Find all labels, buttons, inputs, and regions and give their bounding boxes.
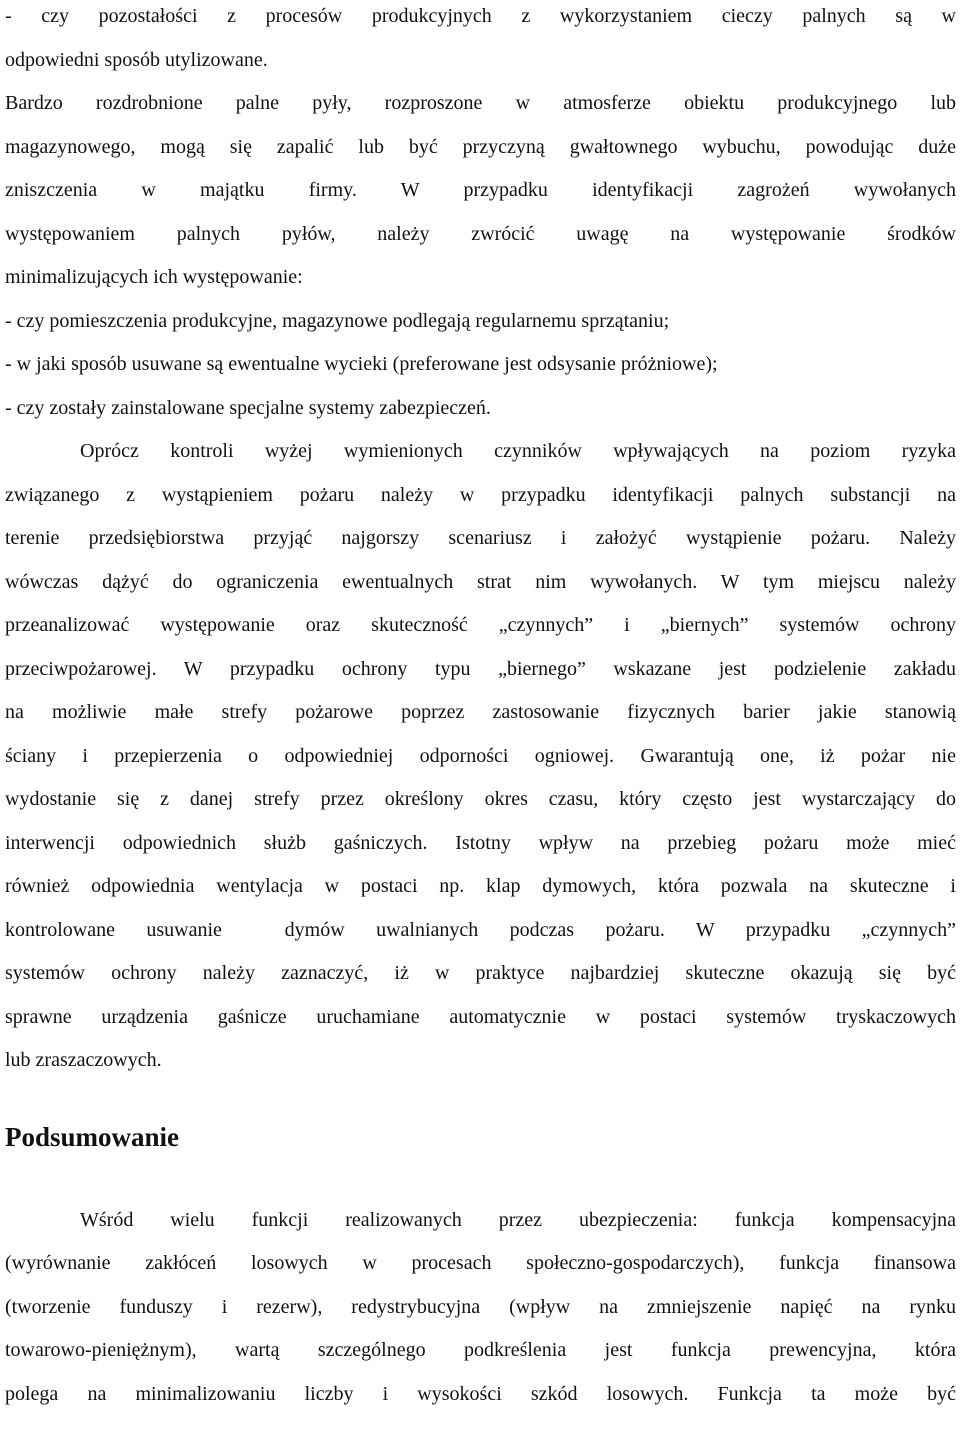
text-line: Bardzo rozdrobnione palne pyły, rozproszone w atmosferze obiektu produkcyjnego lub [5, 92, 956, 114]
document-page [5, 0, 956, 1416]
text-line: przeciwpożarowej. W przypadku ochrony typu „biernego” wskazane jest podzielenie zakładu [5, 657, 956, 680]
list-item: - czy zostały zainstalowane specjalne systemy zabezpieczeń. [5, 396, 491, 419]
text-line: lub zraszaczowych. [5, 1049, 162, 1071]
text-line: terenie przedsiębiorstwa przyjąć najgorszy scenariusz i założyć wystąpienie pożaru. Należy [5, 527, 956, 549]
paragraph-3 [5, 430, 956, 1083]
paragraph-2 [5, 82, 956, 430]
paragraph-4 [5, 1199, 956, 1417]
text-line: odpowiedni sposób utylizowane. [5, 48, 268, 71]
text-line: magazynowego, mogą się zapalić lub być przyczyną gwałtownego wybuchu, powodując duże [5, 135, 956, 158]
text-line: - czy pozostałości z procesów produkcyjnych z wykorzystaniem cieczy palnych są w [5, 5, 956, 27]
text-line: wówczas dążyć do ograniczenia ewentualnych strat nim wywołanych. W tym miejscu należy [5, 570, 956, 593]
text-line: na możliwie małe strefy pożarowe poprzez zastosowanie fizycznych barier jakie stanowią [5, 701, 956, 723]
text-line: związanego z wystąpieniem pożaru należy w przypadku identyfikacji palnych substancji na [5, 483, 956, 506]
text-line: zniszczenia w majątku firmy. W przypadku identyfikacji zagrożeń wywołanych [5, 179, 956, 201]
text-line: wydostanie się z danej strefy przez określony okres czasu, który często jest wystarczający do [5, 788, 956, 810]
text-line: przeanalizować występowanie oraz skuteczność „czynnych” i „biernych” systemów ochrony [5, 614, 956, 636]
text-line: (wyrównanie zakłóceń losowych w procesach społeczno-gospodarczych), funkcja finansowa [5, 1252, 956, 1274]
list-item: - czy pomieszczenia produkcyjne, magazynowe podlegają regularnemu sprzątaniu; [5, 309, 670, 332]
text-line: interwencji odpowiednich służb gaśniczych. Istotny wpływ na przebieg pożaru może mieć [5, 831, 956, 854]
section-heading: Podsumowanie [5, 1121, 180, 1152]
text-line: ściany i przepierzenia o odpowiedniej odporności ogniowej. Gwarantują one, iż pożar nie [5, 744, 956, 767]
text-line: minimalizujących ich występowanie: [5, 266, 303, 288]
text-line: (tworzenie funduszy i rezerw), redystrybucyjna (wpływ na zmniejszenie napięć na rynku [5, 1295, 956, 1318]
text-line: występowaniem palnych pyłów, należy zwrócić uwagę na występowanie środków [5, 222, 956, 245]
text-line: również odpowiednia wentylacja w postaci np. klap dymowych, która pozwala na skuteczne i [5, 875, 956, 897]
text-line: Oprócz kontroli wyżej wymienionych czynników wpływających na poziom ryzyka [80, 440, 956, 462]
text-line: towarowo-pieniężnym), wartą szczególnego podkreślenia jest funkcja prewencyjna, która [5, 1339, 956, 1361]
text-line: polega na minimalizowaniu liczby i wysokości szkód losowych. Funkcja ta może być [5, 1382, 956, 1405]
text-line: Wśród wielu funkcji realizowanych przez ubezpieczenia: funkcja kompensacyjna [80, 1208, 956, 1231]
text-line: systemów ochrony należy zaznaczyć, iż w praktyce najbardziej skuteczne okazują się być [5, 962, 956, 984]
text-line: sprawne urządzenia gaśnicze uruchamiane automatycznie w postaci systemów tryskaczowych [5, 1005, 956, 1028]
text-line: kontrolowane usuwanie dymów uwalnianych podczas pożaru. W przypadku „czynnych” [5, 918, 956, 941]
paragraph-1 [5, 0, 956, 82]
list-item: - w jaki sposób usuwane są ewentualne wycieki (preferowane jest odsysanie próżniowe); [5, 353, 718, 375]
